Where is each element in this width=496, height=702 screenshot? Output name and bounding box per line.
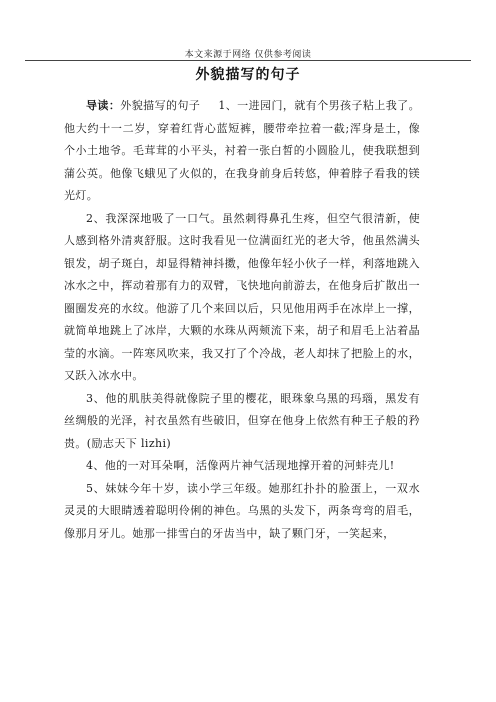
paragraph-5: 5、妹妹今年十岁，读小学三年级。她那红扑扑的脸蛋上，一双水灵灵的大眼睛透着聪明伶俐的神色。乌黑的头发下，两条弯弯的眉毛，像那月牙儿。她那一排雪白的牙齿当中，缺了颗门牙，一笑起来， — [64, 481, 420, 540]
lead-intro: 外貌描写的句子 — [120, 99, 201, 112]
paragraph-2: 2、我深深地吸了一口气。虽然刺得鼻孔生疼，但空气很清新，使人感到格外清爽舒服。这时我看见一位满面红光的老大爷，他虽然满头银发，胡子斑白，却显得精神抖擞，他像年轻小伙子一样，利落地跳入冰水之中，挥动着那有力的双臂，飞快地向前游去，在他身后扩散出一圈圈发亮的水纹。他游了几个来回以后，只见他用两手在冰岸上一撑，就简单地跳上了冰岸，大颗的水珠从两颊流下来，胡子和眉毛上沾着晶莹的水滴。一阵寒风吹来，我又打了个冷战，老人却抹了把脸上的水，又跃入冰水中。 — [64, 211, 420, 382]
paragraph-4: 4、他的一对耳朵啊，活像两片神气活现地撑开着的河蚌壳儿! — [86, 459, 395, 472]
paragraph-1: 1、一进园门，就有个男孩子粘上我了。他大约十一二岁，穿着红背心蓝短裤，腰带牵拉着一截;浑身是土，像个小土地爷。毛茸茸的小平头，衬着一张白皙的小圆脸儿，使我联想到蒲公英。他像飞蛾见了火似的，在我身前身后转悠，伸着脖子看我的镁光灯。 — [64, 99, 421, 202]
header-divider — [25, 60, 471, 61]
page-title: 外貌描写的句子 — [195, 67, 301, 83]
paragraph-3: 3、他的肌肤美得就像院子里的樱花，眼珠象乌黑的玛瑙，黑发有丝绸般的光泽，衬衣虽然有些破旧，但穿在他身上依然有种王子般的矜贵。(励志天下 lizhi) — [64, 391, 420, 450]
source-disclaimer: 本文来源于网络 仅供参考阅读 — [184, 50, 312, 60]
lead-paragraph — [64, 95, 420, 208]
lead-label: 导读： — [86, 99, 121, 112]
article-body — [64, 95, 420, 545]
